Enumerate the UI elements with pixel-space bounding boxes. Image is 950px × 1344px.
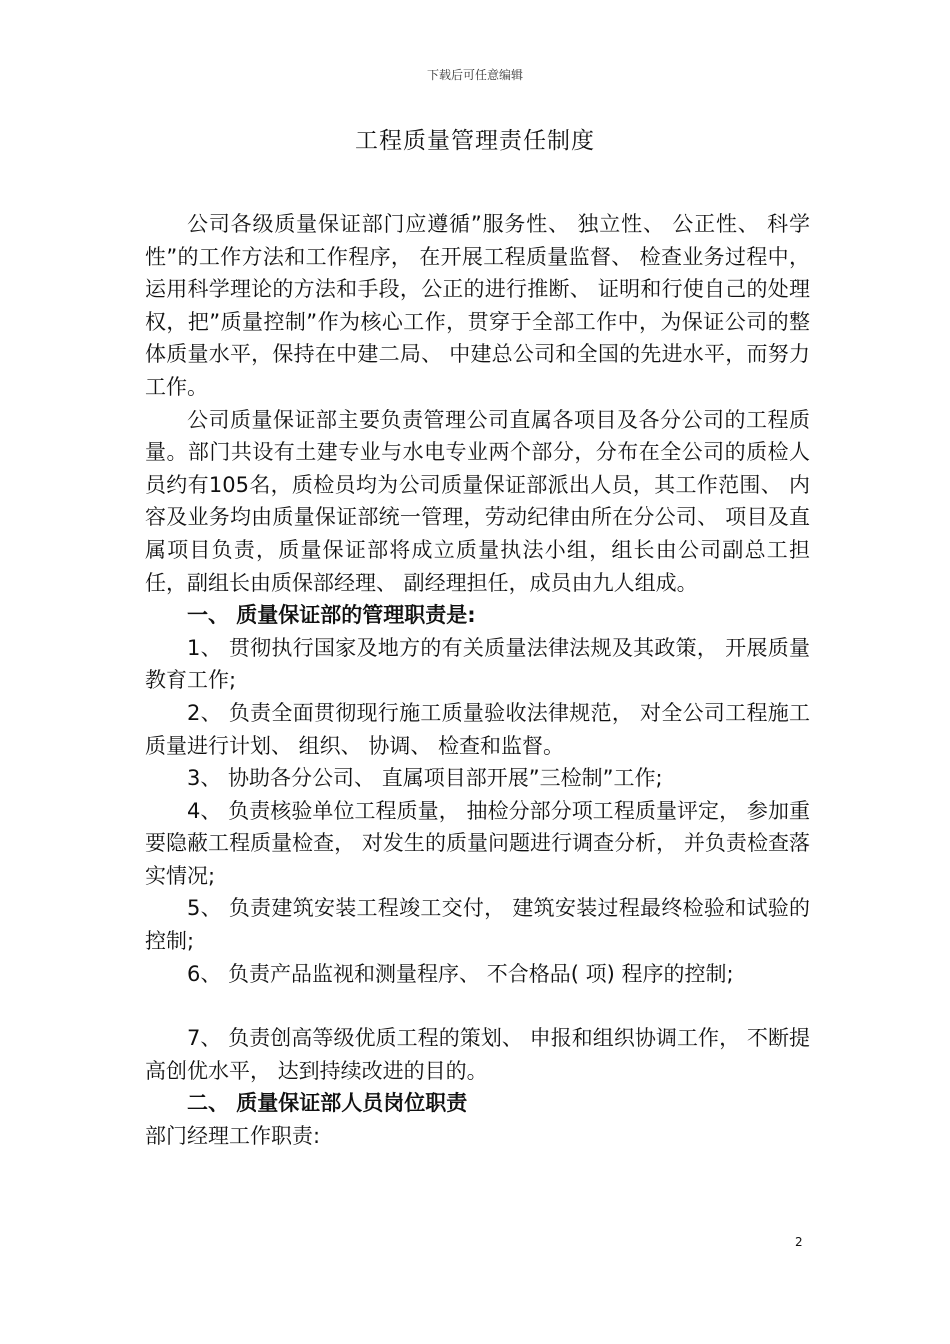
document-title: 工程质量管理责任制度 [355,128,595,154]
subheading-manager-duties: 部门经理工作职责: [145,1124,321,1149]
document-body [145,208,810,1153]
paragraph-intro: 公司各级质量保证部门应遵循”服务性、 独立性、 公正性、 科学性”的工作方法和工作程序， 在开展工程质量监督、 检查业务过程中，运用科学理论的方法和手段，公正的进行推断、 证明和行使自己的处理权，把”质量控制”作为核心工作，贯穿于全部工作中，为保证公司的整体质量水平，保持在中建二局、 中建总公司和全国的先进水平，而努力工作。 [145,212,810,399]
duty-item-3: 3、 协助各分公司、 直属项目部开展”三检制”工作; [187,766,663,791]
duty-item-5: 5、 负责建筑安装工程竣工交付， 建筑安装过程最终检验和试验的控制; [145,896,810,954]
duty-item-2: 2、 负责全面贯彻现行施工质量验收法律规范， 对全公司工程施工质量进行计划、 组织、 协调、 检查和监督。 [145,700,810,758]
page-number: 2 [795,1235,803,1249]
duty-item-1: 1、 贯彻执行国家及地方的有关质量法律法规及其政策， 开展质量教育工作; [145,635,810,693]
paragraph-department: 公司质量保证部主要负责管理公司直属各项目及各分公司的工程质量。部门共设有土建专业与水电专业两个部分，分布在全公司的质检人员约有105名，质检员均为公司质量保证部派出人员，其工作范围、 内容及业务均由质量保证部统一管理，劳动纪律由所在分公司、 项目及直属项目负责，质量保证部将成立质量执法小组，组长由公司副总工担任，副组长由质保部经理、 副经理担任，成员由九人组成。 [145,407,810,595]
duty-item-6: 6、 负责产品监视和测量程序、 不合格品( 项) 程序的控制; [187,961,734,986]
duty-item-4: 4、 负责核验单位工程质量， 抽检分部分项工程质量评定， 参加重要隐蔽工程质量检查， 对发生的质量问题进行调查分析， 并负责检查落实情况; [145,798,810,888]
page-header-note: 下载后可任意编辑 [426,68,523,82]
section-heading-responsibilities: 一、 质量保证部的管理职责是: [187,603,476,628]
duty-item-7: 7、 负责创高等级优质工程的策划、 申报和组织协调工作， 不断提高创优水平， 达到持续改进的目的。 [145,1026,810,1083]
section-heading-staff-duties: 二、 质量保证部人员岗位职责 [187,1091,468,1116]
